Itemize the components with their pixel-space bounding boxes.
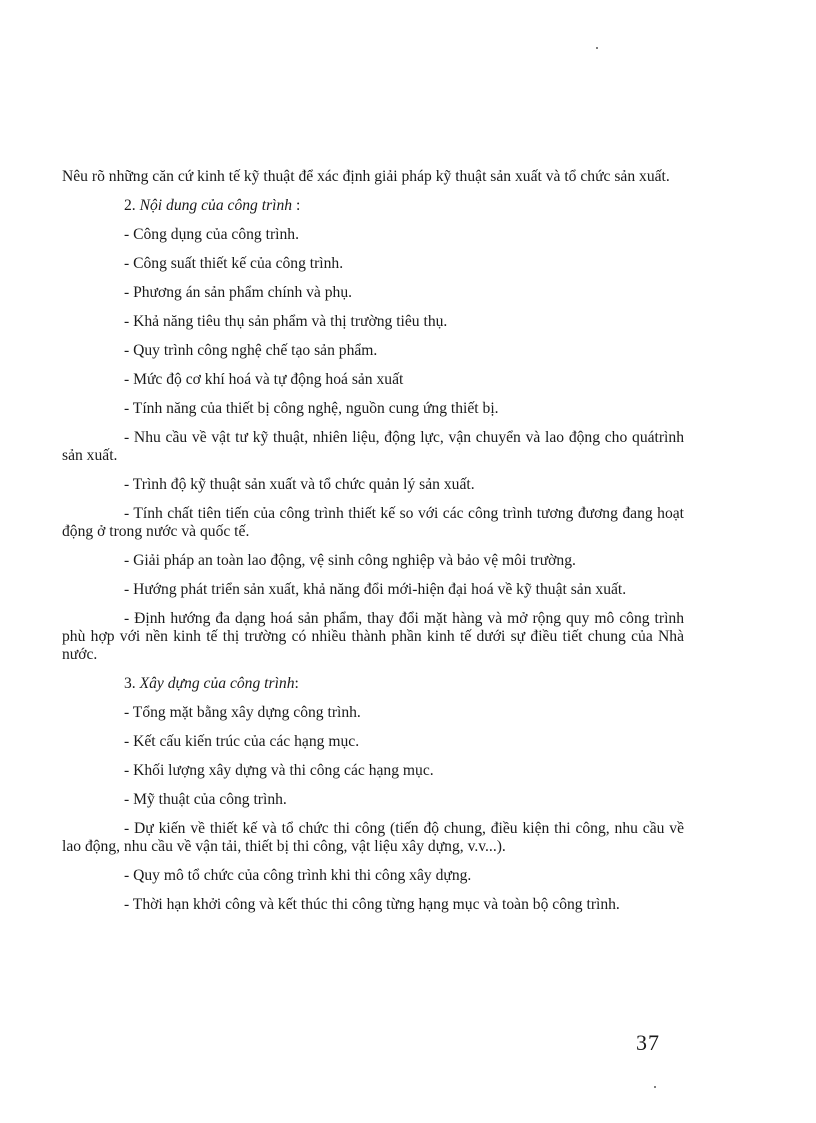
list-item: - Quy trình công nghệ chế tạo sản phẩm. bbox=[124, 342, 378, 359]
list-item: - Công dụng của công trình. bbox=[124, 226, 299, 243]
page-number: 37 bbox=[636, 1030, 660, 1055]
list-item: - Tính chất tiên tiến của công trình thiết kế so với các công trình tương đương đang hoạt động ở trong nước và quốc tế. bbox=[62, 505, 684, 540]
list-item: - Trình độ kỹ thuật sản xuất và tổ chức quản lý sản xuất. bbox=[124, 476, 475, 493]
list-item: - Giải pháp an toàn lao động, vệ sinh công nghiệp và bảo vệ môi trường. bbox=[124, 552, 576, 569]
list-item: - Phương án sản phẩm chính và phụ. bbox=[124, 284, 353, 301]
list-item: - Tổng mặt bằng xây dựng công trình. bbox=[124, 704, 361, 721]
list-item: - Quy mô tổ chức của công trình khi thi công xây dựng. bbox=[124, 867, 472, 884]
list-item: - Nhu cầu về vật tư kỹ thuật, nhiên liệu, động lực, vận chuyển và lao động cho quátrình sản xuất. bbox=[62, 429, 684, 464]
list-item: - Hướng phát triển sản xuất, khả năng đổi mới-hiện đại hoá về kỹ thuật sản xuất. bbox=[124, 581, 627, 598]
scan-speck bbox=[654, 1086, 656, 1088]
list-item: - Khối lượng xây dựng và thi công các hạng mục. bbox=[124, 762, 434, 779]
body-text bbox=[62, 168, 684, 925]
list-item: - Tính năng của thiết bị công nghệ, nguồn cung ứng thiết bị. bbox=[124, 400, 499, 417]
list-item: - Mỹ thuật của công trình. bbox=[124, 791, 287, 808]
section-heading-3: 3. Xây dựng của công trình: bbox=[124, 675, 299, 692]
list-item: - Mức độ cơ khí hoá và tự động hoá sản xuất bbox=[124, 371, 404, 388]
scan-speck bbox=[596, 47, 598, 49]
list-item: - Công suất thiết kế của công trình. bbox=[124, 255, 344, 272]
list-item: - Thời hạn khởi công và kết thúc thi công từng hạng mục và toàn bộ công trình. bbox=[124, 896, 620, 913]
list-item: - Định hướng đa dạng hoá sản phẩm, thay đổi mặt hàng và mở rộng quy mô công trình phù hợp với nền kinh tế thị trường có nhiều thành phần kinh tế dưới sự điều tiết chung của Nhà nước. bbox=[62, 610, 684, 663]
section-heading-2: 2. Nội dung của công trình : bbox=[124, 197, 301, 214]
list-item: - Dự kiến về thiết kế và tổ chức thi công (tiến độ chung, điều kiện thi công, nhu cầu về lao động, nhu cầu về vận tải, thiết bị thi công, vật liệu xây dựng, v.v...). bbox=[62, 820, 684, 855]
intro-paragraph: Nêu rõ những căn cứ kinh tế kỹ thuật để xác định giải pháp kỹ thuật sản xuất và tổ chức sản xuất. bbox=[62, 168, 670, 185]
list-item: - Kết cấu kiến trúc của các hạng mục. bbox=[124, 733, 360, 750]
list-item: - Khả năng tiêu thụ sản phẩm và thị trường tiêu thụ. bbox=[124, 313, 448, 330]
